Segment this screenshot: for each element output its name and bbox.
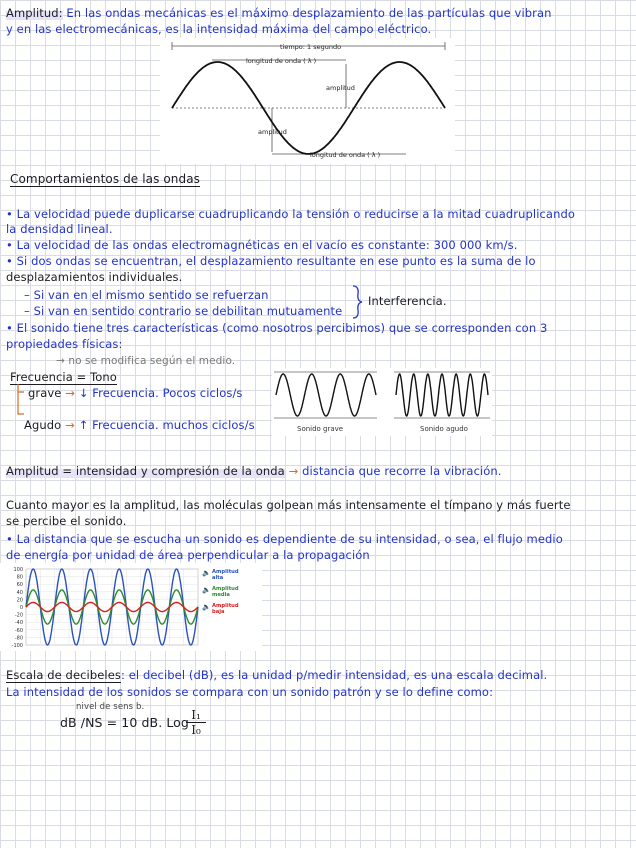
grave-desc: ↓ Frecuencia. Pocos ciclos/s: [78, 386, 243, 400]
comportamientos-p3-line1: • Si dos ondas se encuentran, el desplazamiento resultante en ese punto es la suma de lo: [6, 254, 536, 268]
grave-wave: [276, 374, 376, 416]
formula-denominator: I₀: [191, 723, 201, 737]
agudo-wave: [396, 374, 488, 416]
comportamientos-p2: • La velocidad de las ondas electromagnéticas en el vacío es constante: 300 000 km/s.: [6, 238, 518, 252]
legend-label: Amplitud: [212, 586, 239, 592]
frecuencia-note-text: no se modifica según el medio.: [68, 355, 236, 367]
formula-lhs: dB /NS = 10 dB. Log: [60, 715, 189, 730]
interferencia-label: Interferencia.: [368, 294, 447, 308]
sonido-grave-label: Sonido grave: [297, 425, 344, 433]
p2-text: La velocidad de las ondas electromagnéticas en el vacío es constante: 300 000 km/s.: [16, 238, 518, 252]
comportamientos-heading: [10, 172, 200, 186]
y-tick-label: -20: [14, 612, 23, 619]
legend-label: media: [212, 592, 230, 598]
comportamientos-p4-line1: • El sonido tiene tres características (como nosotros percibimos) que se corresponden con 3: [6, 321, 548, 335]
frecuencia-note: → no se modifica según el medio.: [56, 355, 236, 367]
comportamientos-heading-text: Comportamientos de las ondas: [10, 172, 201, 186]
amplitud-p1-line2: se percibe el sonido.: [6, 514, 127, 528]
frecuencia-grave-row: grave → ↓ Frecuencia. Pocos ciclos/s: [28, 386, 243, 400]
formula-note: nivel de sens b.: [76, 702, 145, 712]
wave-diagram: [160, 38, 455, 164]
amplitud-p2-line1: • La distancia que se escucha un sonido es dependiente de su intensidad, o sea, el flujo medio: [6, 532, 563, 546]
amplitude-chart-legend: [202, 569, 239, 615]
p4a-text: El sonido tiene tres características (como nosotros percibimos) que se corresponden con 3: [16, 321, 548, 335]
case-opposite-direction: – Si van en sentido contrario se debilitan mutuamente: [24, 304, 343, 318]
amplitud-definition-line2: y en las electromecánicas, es la intensidad máxima del campo eléctrico.: [6, 22, 432, 36]
sonido-agudo-label: Sonido agudo: [420, 425, 468, 433]
speaker-icon: 🔈: [202, 569, 211, 577]
sine-wave: [172, 59, 212, 108]
comportamientos-p4-line2: propiedades físicas:: [6, 337, 123, 351]
amplitud-intensidad-desc: distancia que recorre la vibración.: [302, 464, 502, 478]
brace-icon: [350, 284, 364, 320]
speaker-icon: 🔈: [202, 603, 211, 611]
case-same-direction: – Si van en el mismo sentido se refuerzan: [24, 288, 269, 302]
amplitude-left-label: amplitud: [258, 128, 287, 136]
y-tick-label: 100: [13, 567, 23, 573]
p1a-text: La velocidad puede duplicarse cuadruplicando la tensión o reducirse a la mitad cuadruplicando: [16, 207, 575, 221]
agudo-desc: ↑ Frecuencia. muchos ciclos/s: [78, 418, 255, 432]
decibeles-line1-text: : el decibel (dB), es la unidad p/medir intensidad, es una escala decimal.: [121, 668, 548, 682]
grave-label: grave: [28, 386, 62, 400]
amplitud-p2-line2: de energía por unidad de área perpendicular a la propagación: [6, 548, 370, 562]
frecuencia-title: [10, 370, 117, 384]
case2-text: Si van en sentido contrario se debilitan mutuamente: [33, 304, 343, 318]
decibeles-line1: [6, 668, 547, 682]
amplitud-intensidad-line: Amplitud = intensidad y compresión de la onda → distancia que recorre la vibración.: [6, 464, 502, 478]
y-tick-label: 20: [16, 597, 23, 604]
frecuencia-agudo-row: Agudo → ↑ Frecuencia. muchos ciclos/s: [24, 418, 255, 432]
comportamientos-p1-line1: • La velocidad puede duplicarse cuadruplicando la tensión o reducirse a la mitad cuadruplicando: [6, 207, 575, 221]
p2a-text: La distancia que se escucha un sonido es dependiente de su intensidad, o sea, el flujo medio: [16, 532, 563, 546]
formula-numerator: I₁: [186, 708, 206, 723]
wavelength-top-label: longitud de onda ( λ ): [246, 57, 317, 65]
y-tick-label: 80: [16, 574, 23, 581]
amplitud-term: Amplitud:: [6, 6, 63, 20]
legend-label: Amplitud: [212, 603, 239, 609]
amplitud-intensidad-term: Amplitud = intensidad y compresión de la onda: [6, 464, 285, 478]
comportamientos-p1-line2: la densidad lineal.: [6, 222, 113, 236]
case1-text: Si van en el mismo sentido se refuerzan: [33, 288, 269, 302]
p3a-text: Si dos ondas se encuentran, el desplazamiento resultante en ese punto es la suma de lo: [16, 254, 536, 268]
formula-fraction: [186, 708, 206, 737]
y-tick-label: -80: [14, 635, 23, 642]
agudo-label: Agudo: [24, 418, 62, 432]
wave-time-label: tiempo: 1 segundo: [280, 43, 342, 51]
y-tick-label: -40: [14, 620, 23, 627]
decibeles-line2: La intensidad de los sonidos se compara con un sonido patrón y se lo define como:: [6, 685, 494, 699]
y-tick-label: 60: [16, 582, 23, 589]
legend-label: Amplitud: [212, 569, 239, 575]
amplitude-right-label: amplitud: [326, 84, 355, 92]
comportamientos-p3-line2: desplazamientos individuales.: [6, 270, 183, 284]
y-tick-label: -60: [14, 627, 23, 634]
legend-label: baja: [212, 609, 225, 615]
decibeles-term: Escala de decibeles: [6, 668, 121, 682]
amplitud-definition-line1: [6, 6, 552, 20]
db-formula: [60, 716, 189, 730]
amplitude-chart: [0, 563, 262, 651]
y-tick-label: 0: [19, 605, 23, 611]
speaker-icon: 🔈: [202, 586, 211, 594]
amplitud-p1-line1: Cuanto mayor es la amplitud, las moléculas golpean más intensamente el tímpano y más fuerte: [6, 498, 571, 512]
amplitude-chart-ticks: [12, 567, 23, 649]
amplitud-line1-text: En las ondas mecánicas es el máximo desplazamiento de las partículas que vibran: [66, 6, 552, 20]
y-tick-label: 40: [16, 589, 23, 596]
frecuencia-branch-arrows: [10, 384, 26, 418]
tone-comparison-figure: [272, 368, 492, 436]
legend-label: alta: [212, 575, 224, 581]
wavelength-bottom-label: longitud de onda ( λ ): [310, 151, 381, 159]
y-tick-label: -100: [11, 643, 23, 649]
frecuencia-title-text: Frecuencia = Tono: [10, 370, 117, 384]
